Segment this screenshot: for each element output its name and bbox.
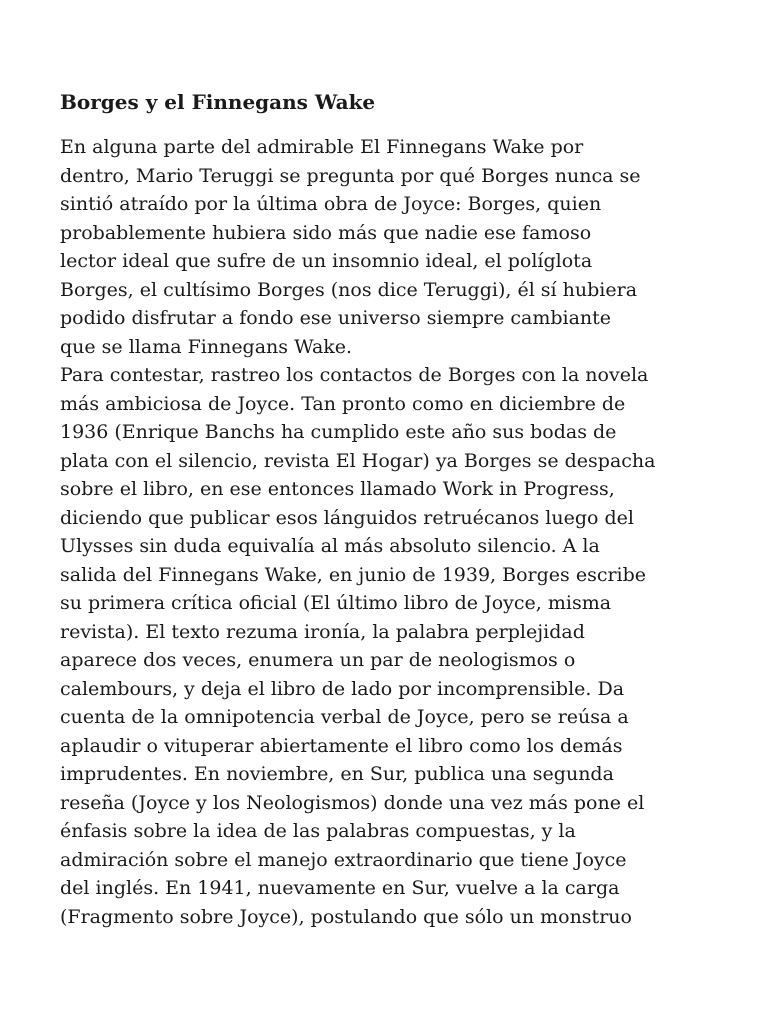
body-line: cuenta de la omnipotencia verbal de Joyce, pero se reúsa a: [60, 706, 629, 728]
body-line: En alguna parte del admirable El Finnegans Wake por: [60, 136, 584, 158]
body-line: (Fragmento sobre Joyce), postulando que sólo un monstruo: [60, 905, 632, 928]
body-line: reseña (Joyce y los Neologismos) donde una vez más pone el: [60, 791, 645, 814]
body-line: Ulysses sin duda equivalía al más absoluto silencio. A la: [60, 535, 600, 557]
body-line: sintió atraído por la última obra de Joyce: Borges, quien: [60, 193, 602, 215]
body-line: admiración sobre el manejo extraordinario que tiene Joyce: [60, 848, 627, 871]
body-line: plata con el silencio, revista El Hogar) ya Borges se despacha: [60, 449, 656, 472]
body-line: aplaudir o vituperar abiertamente el libro como los demás: [60, 734, 623, 757]
body-line: su primera crítica oficial (El último libro de Joyce, misma: [60, 592, 612, 614]
body-line: diciendo que publicar esos lánguidos retruécanos luego del: [60, 506, 634, 529]
document-title: Borges y el Finnegans Wake: [60, 90, 376, 114]
body-line: más ambiciosa de Joyce. Tan pronto como en diciembre de: [60, 392, 626, 415]
body-line: salida del Finnegans Wake, en junio de 1939, Borges escribe: [60, 563, 647, 586]
body-line: probablemente hubiera sido más que nadie ese famoso: [60, 221, 592, 244]
body-line: calembours, y deja el libro de lado por incomprensible. Da: [60, 677, 625, 700]
body-line: lector ideal que sufre de un insomnio ideal, el políglota: [60, 250, 593, 272]
body-line: aparece dos veces, enumera un par de neologismos o: [60, 649, 576, 671]
body-line: 1936 (Enrique Banchs ha cumplido este año sus bodas de: [60, 421, 617, 443]
body-line: sobre el libro, en ese entonces llamado Work in Progress,: [60, 478, 615, 500]
body-line: del inglés. En 1941, nuevamente en Sur, vuelve a la carga: [60, 877, 620, 899]
body-line: revista). El texto rezuma ironía, la palabra perplejidad: [60, 620, 585, 643]
body-line: imprudentes. En noviembre, en Sur, publica una segunda: [60, 763, 614, 785]
body-line: que se llama Finnegans Wake.: [60, 335, 353, 358]
body-line: dentro, Mario Teruggi se pregunta por qué Borges nunca se: [60, 164, 641, 187]
body-line: Borges, el cultísimo Borges (nos dice Teruggi), él sí hubiera: [60, 278, 638, 301]
body-line: podido disfrutar a fondo ese universo siempre cambiante: [60, 307, 612, 329]
body-line: Para contestar, rastreo los contactos de Borges con la novela: [60, 364, 649, 386]
body-line: énfasis sobre la idea de las palabras compuestas, y la: [60, 820, 576, 842]
document-body: [60, 133, 740, 931]
